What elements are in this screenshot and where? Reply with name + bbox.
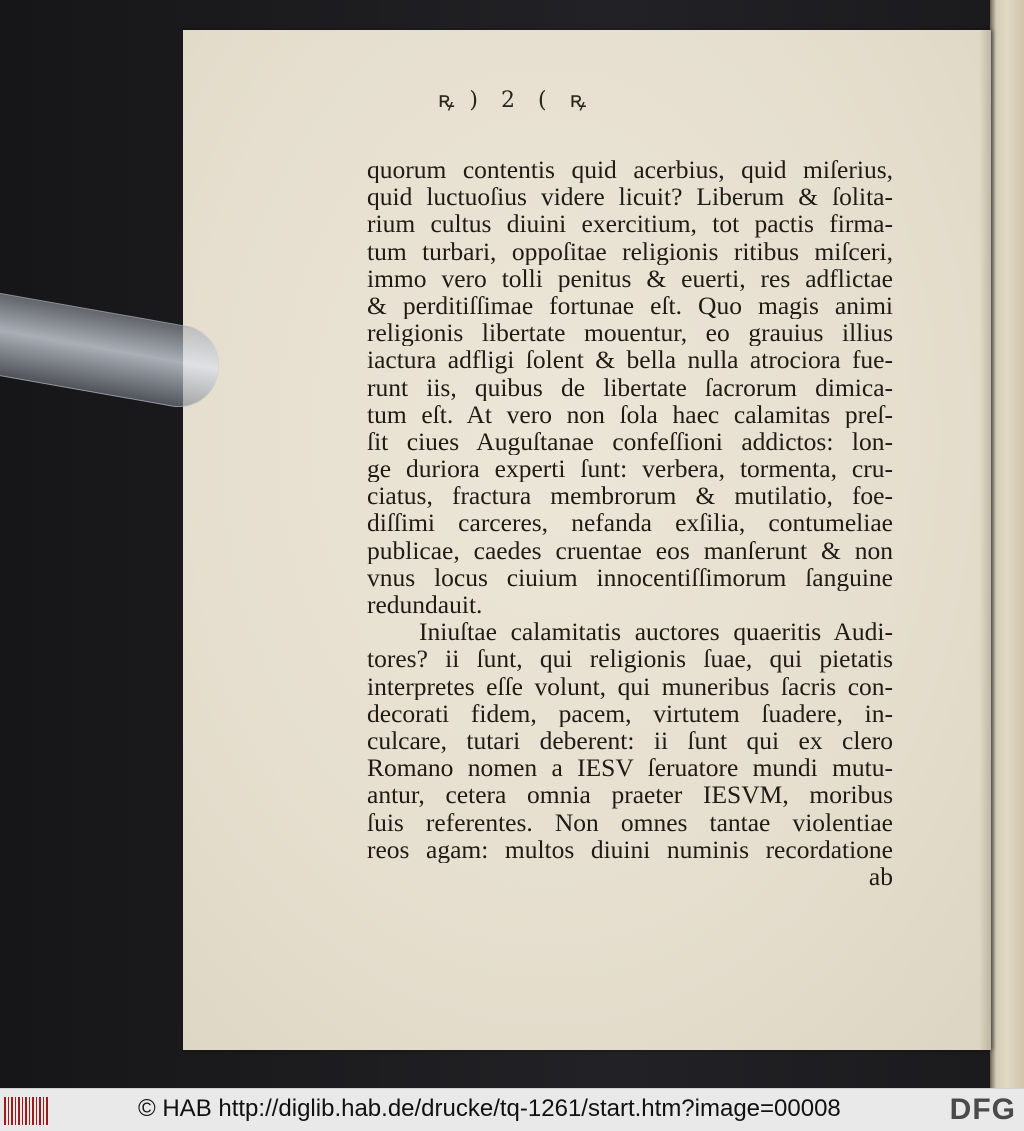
text-line: culcare, tutari deberent: ii ſunt qui ex clero — [367, 726, 893, 755]
text-line: ſit ciues Auguſtanae confeſſioni addictos: lon- — [367, 427, 893, 456]
text-line: tum turbari, oppoſitae religionis ritibus miſceri, — [367, 237, 893, 265]
text-line: ciatus, fractura membrorum & mutilatio, foe- — [367, 482, 893, 510]
ornament-right-icon: ꝶ — [569, 88, 587, 113]
text-line: vnus locus ciuium innocentiſſimorum ſanguine — [367, 563, 893, 591]
text-line: diſſimi carceres, nefanda exſilia, contumeliae — [367, 509, 893, 537]
text-line: & perditiſſimae fortunae eſt. Quo magis animi — [367, 291, 893, 320]
text-line: quid luctuoſius videre licuit? Liberum & ſolita- — [367, 183, 893, 211]
text-line: decorati fidem, pacem, virtutem ſuadere, in- — [367, 699, 893, 727]
page-number: 2 — [501, 88, 523, 113]
running-header — [0, 84, 1024, 114]
text-line: religionis libertate mouentur, eo grauius illius — [367, 319, 893, 347]
dfg-logo: DFG — [949, 1093, 1016, 1126]
text-line: immo vero tolli penitus & euerti, res adflictae — [367, 264, 893, 292]
text-line: antur, cetera omnia praeter IESVM, moribus — [367, 781, 893, 809]
header-paren-left: ) — [469, 88, 486, 113]
text-line: tores? ii ſunt, qui religionis ſuae, qui pietatis — [367, 645, 893, 673]
text-line: redundauit. — [367, 591, 483, 619]
hab-barcode-icon — [4, 1097, 48, 1125]
text-line: tum eſt. At vero non ſola haec calamitas preſ- — [367, 400, 893, 428]
ornament-left-icon: ꝶ — [437, 88, 455, 113]
viewer-footer — [0, 1088, 1024, 1131]
header-paren-right: ( — [538, 88, 555, 113]
text-line: ge duriora experti ſunt: verbera, tormenta, cru- — [367, 455, 893, 483]
text-line: publicae, caedes cruentae eos manſerunt & non — [367, 536, 893, 564]
page-edge-shadow — [979, 30, 991, 1050]
text-line: iactura adfligi ſolent & bella nulla atrociora fue- — [367, 346, 893, 374]
text-line: Romano nomen a IESV ſeruatore mundi mutu- — [367, 754, 893, 782]
catchword: ab — [868, 862, 893, 891]
body-text — [367, 156, 893, 890]
text-line: reos agam: multos diuini numinis recordatione — [367, 835, 893, 863]
text-line: interpretes eſſe volunt, qui muneribus ſacris con- — [367, 672, 893, 700]
paragraph-start-line: Iniuſtae calamitatis auctores quaeritis Audi- — [419, 618, 893, 646]
text-line: ſuis referentes. Non omnes tantae violentiae — [367, 808, 893, 836]
text-line: rium cultus diuini exercitium, tot pactis firma- — [367, 210, 893, 238]
text-line: quorum contentis quid acerbius, quid miſerius, — [367, 156, 893, 184]
source-url[interactable]: © HAB http://diglib.hab.de/drucke/tq-1261/start.htm?image=00008 — [138, 1095, 841, 1122]
book-spine — [990, 0, 1024, 1088]
text-line: runt iis, quibus de libertate ſacrorum dimica- — [367, 373, 893, 401]
